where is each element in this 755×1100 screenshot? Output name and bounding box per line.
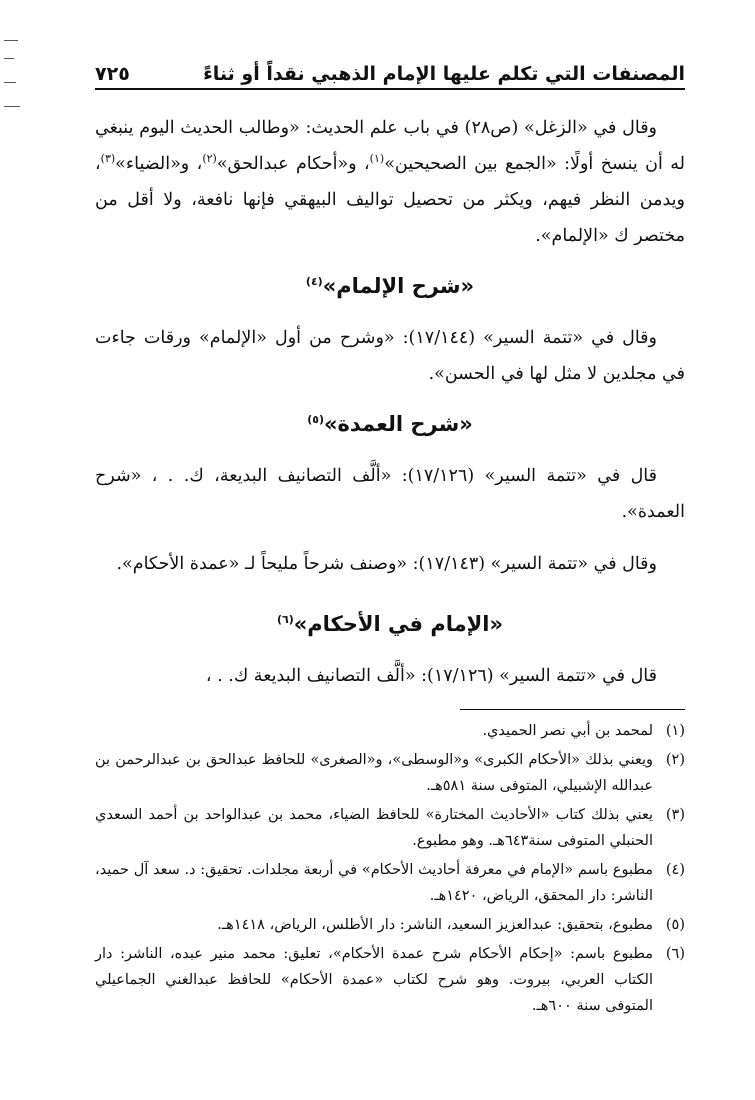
heading-text: «شرح العمدة» xyxy=(323,412,473,436)
footnote-number: (٣) xyxy=(665,807,685,823)
footnote xyxy=(95,941,685,1019)
section-sharh-al-ilmam xyxy=(95,266,685,392)
footnote-ref: (٦) xyxy=(276,613,294,626)
paragraph-text: ، و«أحكام عبدالحق» xyxy=(216,154,370,174)
section-heading xyxy=(95,404,685,444)
footnote-number: (١) xyxy=(665,723,685,739)
paragraph-text: وقال في «تتمة السير» (١٧/١٤٤): «وشرح من أول «الإلمام» ورقات جاءت في مجلدين لا مثل لها في الحسن». xyxy=(95,328,685,384)
paragraph-text: وقال في «تتمة السير» (١٧/١٤٣): «وصنف شرحاً مليحاً لـ «عمدة الأحكام». xyxy=(116,554,657,574)
paragraph-text: قال في «تتمة السير» (١٧/١٢٦): «ألَّف التصانيف البديعة ك. . ، xyxy=(205,666,657,686)
paragraph xyxy=(95,546,685,582)
footnote-number: (٢) xyxy=(665,752,685,768)
heading-text: «الإمام في الأحكام» xyxy=(293,612,504,636)
footnote-ref: (٢) xyxy=(202,152,217,166)
footnotes xyxy=(95,718,685,1022)
section-al-imam-fi-al-ahkam xyxy=(95,604,685,694)
footnote-number: (٥) xyxy=(665,917,685,933)
footnote-text: يعني بذلك كتاب «الأحاديث المختارة» للحافظ الضياء، محمد بن عبدالواحد بن أحمد السعدي الحنبلي المتوفى سنة٦٤٣هـ. وهو مطبوع. xyxy=(95,807,653,849)
paragraph-text: وقال في «الزغل» (ص٢٨) في باب علم الحديث: «وطالب الحديث اليوم ينبغي له أن ينسخ أولًا: «الجمع بين الصحيحين» xyxy=(95,118,685,174)
scan-edge-marks xyxy=(0,40,28,120)
footnote-ref: (٥) xyxy=(307,413,324,426)
paragraph-text: قال في «تتمة السير» (١٧/١٢٦): «ألَّف التصانيف البديعة، ك. . ، «شرح العمدة». xyxy=(95,466,685,522)
page-number: ٧٢٥ xyxy=(95,63,130,85)
footnote-separator xyxy=(460,709,685,710)
paragraph-text: ، ويدمن النظر فيهم، ويكثر من تحصيل تواليف البيهقي فإنها نافعة، ولا أقل من مختصر ك «الإلمام». xyxy=(95,154,685,246)
footnote xyxy=(95,912,685,938)
running-title: المصنفات التي تكلم عليها الإمام الذهبي نقداً أو ثناءً xyxy=(203,63,685,85)
footnote-text: لمحمد بن أبي نصر الحميدي. xyxy=(482,723,653,739)
main-text xyxy=(95,110,685,694)
footnote-number: (٤) xyxy=(665,862,685,878)
section-heading xyxy=(95,604,685,644)
paragraph xyxy=(95,110,685,254)
running-header xyxy=(95,56,685,90)
footnote-ref: (٤) xyxy=(305,275,323,288)
footnote-text: مطبوع، بتحقيق: عبدالعزيز السعيد، الناشر: دار الأطلس، الرياض، ١٤١٨هـ. xyxy=(217,917,653,933)
section-sharh-al-umda xyxy=(95,404,685,582)
paragraph xyxy=(95,658,685,694)
footnote xyxy=(95,747,685,799)
footnote-text: مطبوع باسم «الإمام في معرفة أحاديث الأحكام» في أربعة مجلدات. تحقيق: د. سعد آل حميد، الناشر: دار المحقق، الرياض، ١٤٢٠هـ. xyxy=(95,862,653,904)
footnote-text: ويعني بذلك «الأحكام الكبرى» و«الوسطى»، و«الصغرى» للحافظ عبدالحق بن عبدالرحمن بن عبدالله الإشبيلي، المتوفى سنة ٥٨١هـ. xyxy=(95,752,653,794)
paragraph xyxy=(95,458,685,530)
heading-text: «شرح الإلمام» xyxy=(322,274,475,298)
footnote xyxy=(95,802,685,854)
footnote xyxy=(95,718,685,744)
footnote xyxy=(95,857,685,909)
footnote-ref: (٣) xyxy=(100,152,116,166)
paragraph xyxy=(95,320,685,392)
footnote-number: (٦) xyxy=(665,946,685,962)
section-heading xyxy=(95,266,685,306)
footnote-ref: (١) xyxy=(369,152,385,166)
intro-section xyxy=(95,110,685,254)
paragraph-text: ، و«الضياء» xyxy=(115,154,203,174)
footnote-text: مطبوع باسم: «إحكام الأحكام شرح عمدة الأحكام»، تعليق: محمد منير عبده، الناشر: دار الكتاب العربي، بيروت. وهو شرح لكتاب «عمدة الأحكام» للحافظ عبدالغني الجماعيلي المتوفى سنة ٦٠٠هـ. xyxy=(95,946,653,1014)
